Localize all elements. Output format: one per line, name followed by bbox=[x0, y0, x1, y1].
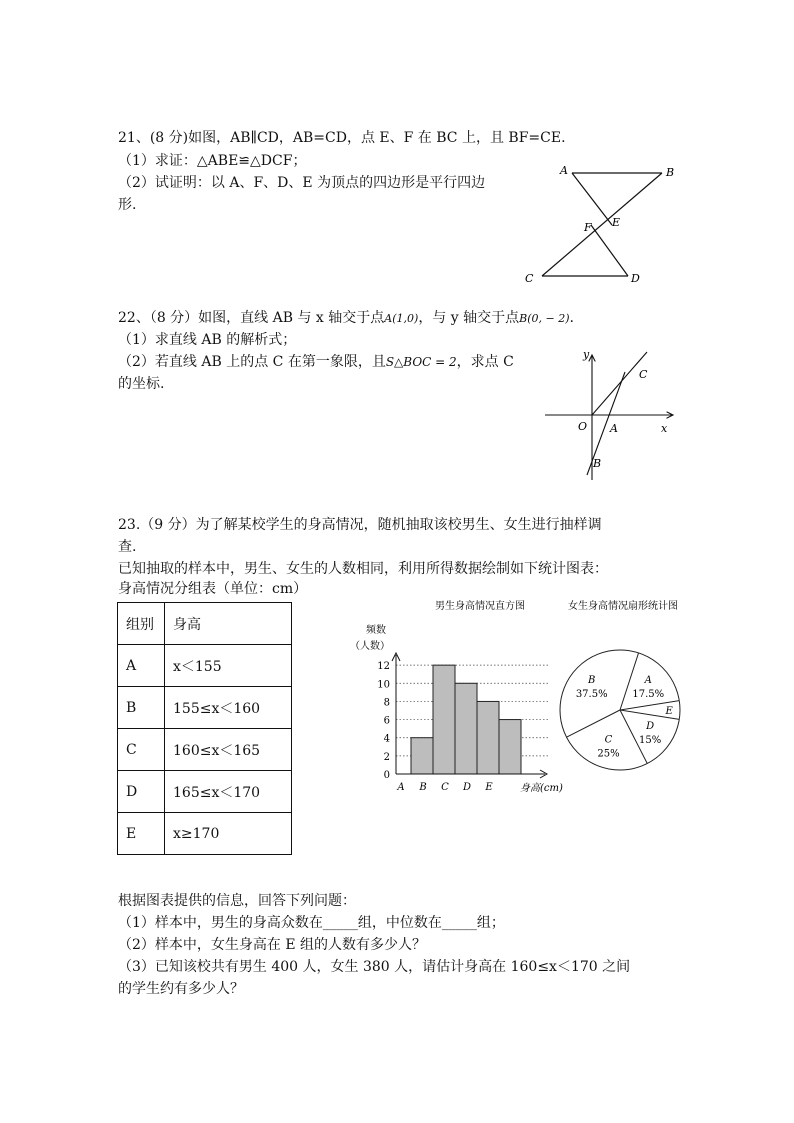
y-tick-label: 6 bbox=[383, 715, 390, 727]
pie-label-d: D bbox=[646, 720, 655, 732]
histogram-xlabel: 身高(cm) bbox=[520, 783, 563, 794]
pie-percent-a: 17.5% bbox=[632, 688, 665, 700]
y-tick-label: 12 bbox=[377, 661, 390, 673]
q21-label-B: B bbox=[666, 166, 675, 179]
pie-percent-c: 25% bbox=[597, 748, 620, 760]
pie-label-c: C bbox=[604, 734, 613, 746]
q21-label-D: D bbox=[631, 272, 640, 285]
q22-title-pre: 22、（8 分）如图，直线 AB 与 x 轴交于点 bbox=[118, 310, 385, 326]
table-header-cell: 身高 bbox=[165, 603, 292, 645]
q22-part2b: 的坐标. bbox=[118, 376, 165, 392]
x-tick-label: B bbox=[419, 782, 427, 793]
x-tick-label: A bbox=[397, 782, 405, 793]
table-header-cell: 组别 bbox=[118, 603, 165, 645]
pie-label-b: B bbox=[588, 674, 596, 686]
q22-label-A: A bbox=[610, 422, 618, 435]
y-tick-label: 0 bbox=[383, 770, 390, 781]
q22-label-O: O bbox=[578, 420, 588, 433]
height-group-table bbox=[117, 602, 292, 855]
q21-label-E: E bbox=[612, 216, 621, 229]
q22-part2-post: ，求点 C bbox=[456, 354, 514, 370]
q22-point-b: B(0, − 2) bbox=[519, 312, 570, 325]
q22-title bbox=[118, 308, 574, 329]
table-cell: E bbox=[118, 813, 165, 855]
pie-label-e: E bbox=[665, 706, 673, 717]
histogram-ylabel-2: （人数） bbox=[350, 641, 390, 652]
y-tick-label: 4 bbox=[383, 733, 390, 745]
histogram-ylabel-1: 频数 bbox=[366, 625, 386, 636]
q23-after1: 根据图表提供的信息，回答下列问题： bbox=[118, 893, 356, 909]
q22-part1: （1）求直线 AB 的解析式； bbox=[118, 332, 297, 348]
table-cell: B bbox=[118, 687, 165, 729]
table-row bbox=[118, 687, 292, 729]
q22-point-a: A(1,0) bbox=[384, 312, 419, 325]
q23-line3: 已知抽取的样本中，男生、女生的人数相同，利用所得数据绘制如下统计图表： bbox=[118, 561, 608, 577]
pie-percent-b: 37.5% bbox=[575, 688, 608, 700]
q23-after2: （1）样本中，男生的身高众数在_____组，中位数在_____组； bbox=[118, 915, 505, 931]
q21-part2b: 形. bbox=[118, 197, 137, 213]
y-tick-label: 2 bbox=[383, 751, 390, 763]
q23-after3: （2）样本中，女生身高在 E 组的人数有多少人？ bbox=[118, 937, 427, 953]
table-cell: 160≤x＜165 bbox=[165, 729, 292, 771]
q22-label-y: y bbox=[583, 348, 590, 361]
q21-label-F: F bbox=[584, 221, 592, 234]
table-cell: D bbox=[118, 771, 165, 813]
q23-after5: 的学生约有多少人？ bbox=[118, 981, 244, 997]
table-cell: 165≤x＜170 bbox=[165, 771, 292, 813]
histogram-bar-a bbox=[411, 738, 433, 774]
boys-height-histogram bbox=[340, 595, 575, 800]
q21-title: 21、(8 分)如图，AB∥CD，AB=CD，点 E、F 在 BC 上，且 BF=CE. bbox=[118, 130, 566, 146]
q22-part2 bbox=[118, 352, 514, 372]
table-cell: A bbox=[118, 645, 165, 687]
pie-label-a: A bbox=[644, 674, 652, 686]
q22-figure bbox=[535, 340, 685, 495]
y-tick-label: 10 bbox=[377, 679, 390, 691]
pie-title: 女生身高情况扇形统计图 bbox=[568, 601, 678, 612]
table-row bbox=[118, 771, 292, 813]
q22-title-mid: ，与 y 轴交于点 bbox=[418, 310, 520, 326]
q23-line1: 23.（9 分）为了解某校学生的身高情况，随机抽取该校男生、女生进行抽样调 bbox=[118, 517, 602, 533]
q21-part1: （1）求证：△ABE≌△DCF； bbox=[118, 153, 307, 169]
q22-title-end: . bbox=[569, 310, 574, 326]
q22-label-x: x bbox=[661, 422, 668, 435]
q22-area-expr: S△BOC = 2 bbox=[385, 355, 457, 369]
y-tick-label: 8 bbox=[383, 697, 390, 709]
q21-part2a: （2）试证明：以 A、F、D、E 为顶点的四边形是平行四边 bbox=[118, 175, 486, 191]
x-tick-label: C bbox=[441, 782, 449, 793]
girls-height-pie bbox=[545, 595, 705, 795]
q21-label-C: C bbox=[525, 272, 534, 285]
q22-part2-pre: （2）若直线 AB 上的点 C 在第一象限，且 bbox=[118, 354, 386, 370]
q23-line2: 查. bbox=[118, 539, 137, 555]
q22-label-B: B bbox=[593, 457, 602, 470]
table-cell: 155≤x＜160 bbox=[165, 687, 292, 729]
pie-percent-d: 15% bbox=[638, 734, 662, 746]
q21-figure bbox=[500, 150, 700, 295]
histogram-bar-c bbox=[455, 683, 477, 774]
q23-line4: 身高情况分组表（单位：cm） bbox=[118, 581, 308, 597]
histogram-title: 男生身高情况直方图 bbox=[435, 601, 525, 612]
table-cell: x＜155 bbox=[165, 645, 292, 687]
histogram-bar-d bbox=[477, 701, 499, 774]
table-row bbox=[118, 645, 292, 687]
table-cell: C bbox=[118, 729, 165, 771]
table-cell: x≥170 bbox=[165, 813, 292, 855]
histogram-bar-e bbox=[499, 720, 521, 774]
table-header-row bbox=[118, 603, 292, 645]
q22-label-C: C bbox=[639, 368, 648, 381]
table-row bbox=[118, 729, 292, 771]
x-tick-label: E bbox=[485, 782, 493, 793]
histogram-bar-b bbox=[433, 665, 455, 774]
q21-label-A: A bbox=[560, 164, 568, 177]
q23-after4: （3）已知该校共有男生 400 人，女生 380 人，请估计身高在 160≤x＜170 之间 bbox=[118, 959, 631, 975]
x-tick-label: D bbox=[462, 782, 472, 793]
table-row bbox=[118, 813, 292, 855]
